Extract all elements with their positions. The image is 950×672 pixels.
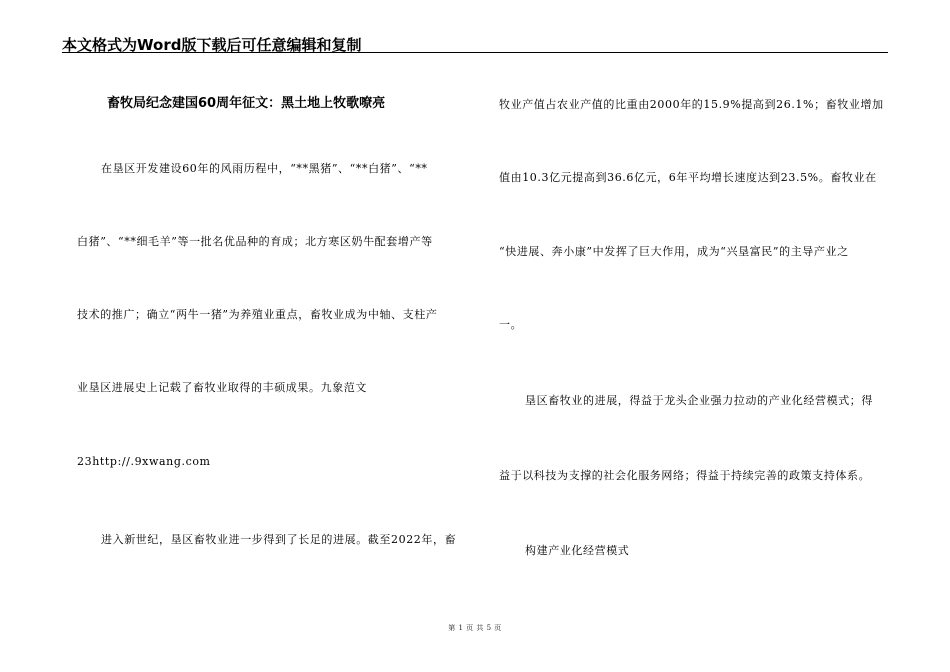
paragraph-line: 白猪”、“**细毛羊”等一批名优品种的育成；北方寒区奶牛配套增产等 — [77, 235, 433, 248]
document-banner — [62, 30, 888, 53]
paragraph-line: 在垦区开发建设60年的风雨历程中，“**黑猪”、“**白猪”、“** — [101, 162, 428, 175]
paragraph-line: 技术的推广；确立“两牛一猪”为养殖业重点，畜牧业成为中轴、支柱产 — [77, 308, 438, 321]
section-heading: 构建产业化经营模式 — [525, 544, 630, 557]
paragraph-line: 业垦区进展史上记载了畜牧业取得的丰硕成果。九象范文 — [77, 381, 367, 394]
document-title: 畜牧局纪念建国60周年征文：黑土地上牧歌嘹亮 — [107, 96, 386, 111]
paragraph-line: 益于以科技为支撑的社会化服务网络；得益于持续完善的政策支持体系。 — [499, 469, 871, 482]
paragraph-line: 23http://.9xwang.com — [77, 455, 211, 468]
paragraph-line: 值由10.3亿元提高到36.6亿元，6年平均增长速度达到23.5%。畜牧业在 — [499, 171, 877, 184]
paragraph-line: “快进展、奔小康”中发挥了巨大作用，成为“兴垦富民”的主导产业之 — [499, 245, 849, 258]
page-number: 第 1 页 共 5 页 — [448, 624, 502, 632]
paragraph-line: 垦区畜牧业的进展，得益于龙头企业强力拉动的产业化经营模式；得 — [525, 394, 873, 407]
paragraph-line: 进入新世纪，垦区畜牧业进一步得到了长足的进展。截至2022年，畜 — [101, 533, 457, 546]
paragraph-line: 牧业产值占农业产值的比重由2000年的15.9%提高到26.1%；畜牧业增加 — [499, 98, 884, 111]
banner-text: 本文格式为Word版下载后可任意编辑和复制 — [62, 36, 362, 54]
paragraph-line: 一。 — [499, 318, 523, 331]
